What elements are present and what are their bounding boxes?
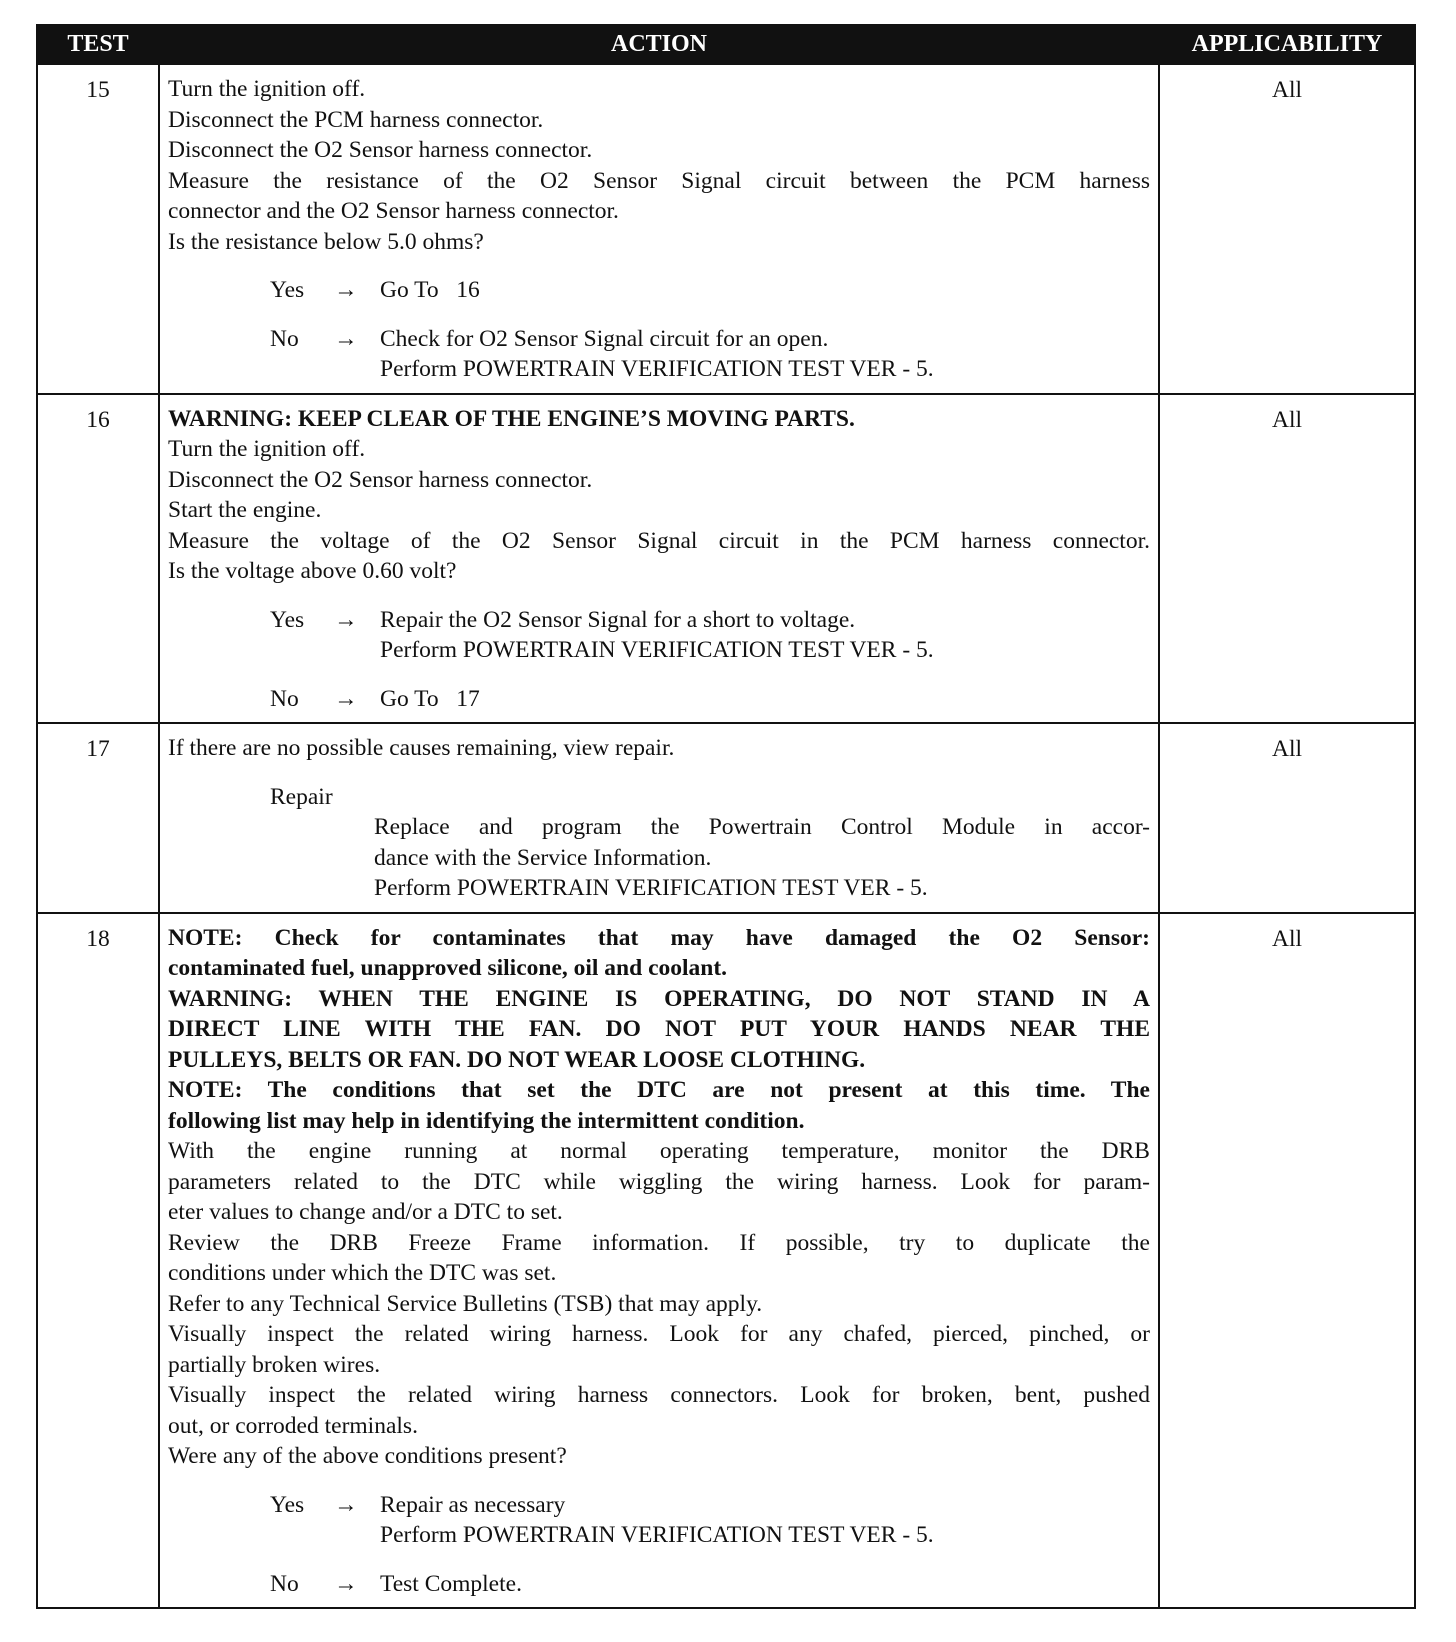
action-line: If there are no possible causes remaining, view repair. — [168, 735, 675, 761]
yes-label: Yes — [270, 277, 305, 303]
action-line: Measure the resistance of the O2 Sensor Signal circuit between the PCM harness — [168, 167, 1150, 194]
repair-line: Perform POWERTRAIN VERIFICATION TEST VER - 5. — [374, 875, 928, 901]
yes-option — [168, 1490, 1150, 1551]
action-line: With the engine running at normal operating temperature, monitor the DRB — [168, 1138, 1150, 1164]
no-option — [168, 324, 1150, 385]
arrow-icon: → — [334, 1570, 358, 1597]
action-line: Were any of the above conditions present? — [168, 1443, 567, 1469]
action-line: Visually inspect the related wiring harness. Look for any chafed, pierced, pinched, or — [168, 1321, 1150, 1347]
warning-line: WARNING: WHEN THE ENGINE IS OPERATING, DO NOT STAND IN A — [168, 985, 1150, 1012]
no-result: Test Complete. — [380, 1570, 522, 1597]
yes-option — [168, 275, 1150, 306]
action-cell — [159, 723, 1159, 913]
warning-line: DIRECT LINE WITH THE FAN. DO NOT PUT YOUR HANDS NEAR THE — [168, 1016, 1150, 1042]
no-option — [168, 1569, 1150, 1600]
note-line: contaminated fuel, unapproved silicone, oil and coolant. — [168, 955, 728, 981]
diagnostic-test-table-page — [36, 24, 1414, 1609]
header-test: TEST — [37, 25, 159, 64]
yes-result: Go To 16 — [380, 277, 480, 303]
action-line: Turn the ignition off. — [168, 76, 366, 102]
test-number: 16 — [37, 394, 159, 724]
action-line: Disconnect the O2 Sensor harness connector. — [168, 466, 593, 493]
no-result: Check for O2 Sensor Signal circuit for an open. — [380, 325, 829, 352]
yes-label: Yes — [270, 1491, 305, 1518]
no-label: No — [270, 1570, 299, 1597]
yes-result: Repair as necessary — [380, 1491, 566, 1518]
action-line: Refer to any Technical Service Bulletins (TSB) that may apply. — [168, 1290, 763, 1317]
action-line: Disconnect the PCM harness connector. — [168, 106, 544, 133]
action-line: Measure the voltage of the O2 Sensor Signal circuit in the PCM harness connector. — [168, 527, 1150, 554]
note-line: NOTE: The conditions that set the DTC are not present at this time. The — [168, 1077, 1150, 1103]
test-number: 15 — [37, 64, 159, 394]
applicability-value: All — [1159, 64, 1415, 394]
action-line: parameters related to the DTC while wiggling the wiring harness. Look for param- — [168, 1168, 1150, 1195]
action-line: Turn the ignition off. — [168, 436, 366, 462]
table-row-test-16 — [37, 394, 1415, 724]
test-number: 17 — [37, 723, 159, 913]
no-label: No — [270, 685, 299, 712]
no-result: Perform POWERTRAIN VERIFICATION TEST VER - 5. — [380, 356, 934, 382]
header-action: ACTION — [159, 25, 1159, 64]
note-line: NOTE: Check for contaminates that may have damaged the O2 Sensor: — [168, 924, 1150, 951]
action-line: out, or corroded terminals. — [168, 1412, 418, 1439]
action-cell — [159, 64, 1159, 394]
table-row-test-17 — [37, 723, 1415, 913]
arrow-icon: → — [334, 1491, 358, 1518]
test-number: 18 — [37, 913, 159, 1609]
table-header-row — [37, 25, 1415, 64]
yes-result: Perform POWERTRAIN VERIFICATION TEST VER - 5. — [380, 637, 934, 663]
action-line: Start the engine. — [168, 497, 322, 523]
yes-option — [168, 605, 1150, 666]
diagnostic-test-table — [36, 24, 1416, 1609]
yes-result: Repair the O2 Sensor Signal for a short to voltage. — [380, 606, 856, 633]
action-line: Review the DRB Freeze Frame information. If possible, try to duplicate the — [168, 1229, 1150, 1256]
yes-result: Perform POWERTRAIN VERIFICATION TEST VER - 5. — [380, 1522, 934, 1548]
action-line: partially broken wires. — [168, 1351, 381, 1378]
header-applicability: APPLICABILITY — [1159, 25, 1415, 64]
table-row-test-15 — [37, 64, 1415, 394]
arrow-icon: → — [334, 325, 358, 352]
no-label: No — [270, 325, 299, 352]
action-line: Visually inspect the related wiring harness connectors. Look for broken, bent, pushed — [168, 1382, 1150, 1408]
applicability-value: All — [1159, 394, 1415, 724]
applicability-value: All — [1159, 913, 1415, 1609]
repair-label: Repair — [270, 783, 333, 810]
repair-line: Replace and program the Powertrain Control Module in accor- — [374, 814, 1150, 840]
action-line: Is the resistance below 5.0 ohms? — [168, 228, 484, 255]
warning-line: PULLEYS, BELTS OR FAN. DO NOT WEAR LOOSE CLOTHING. — [168, 1046, 866, 1073]
warning-line: WARNING: KEEP CLEAR OF THE ENGINE’S MOVING PARTS. — [168, 405, 855, 432]
action-line: connector and the O2 Sensor harness connector. — [168, 198, 619, 224]
yes-label: Yes — [270, 606, 305, 633]
arrow-icon: → — [334, 277, 358, 303]
arrow-icon: → — [334, 685, 358, 712]
repair-instructions — [168, 812, 1150, 904]
action-line: eter values to change and/or a DTC to set. — [168, 1199, 563, 1225]
action-line: Is the voltage above 0.60 volt? — [168, 558, 457, 584]
repair-line: dance with the Service Information. — [374, 844, 712, 871]
action-cell — [159, 913, 1159, 1609]
action-line: conditions under which the DTC was set. — [168, 1260, 557, 1286]
applicability-value: All — [1159, 723, 1415, 913]
action-line: Disconnect the O2 Sensor harness connector. — [168, 137, 593, 163]
action-cell — [159, 394, 1159, 724]
table-row-test-18 — [37, 913, 1415, 1609]
arrow-icon: → — [334, 606, 358, 633]
no-result: Go To 17 — [380, 685, 480, 712]
note-line: following list may help in identifying the intermittent condition. — [168, 1107, 805, 1134]
no-option — [168, 684, 1150, 715]
